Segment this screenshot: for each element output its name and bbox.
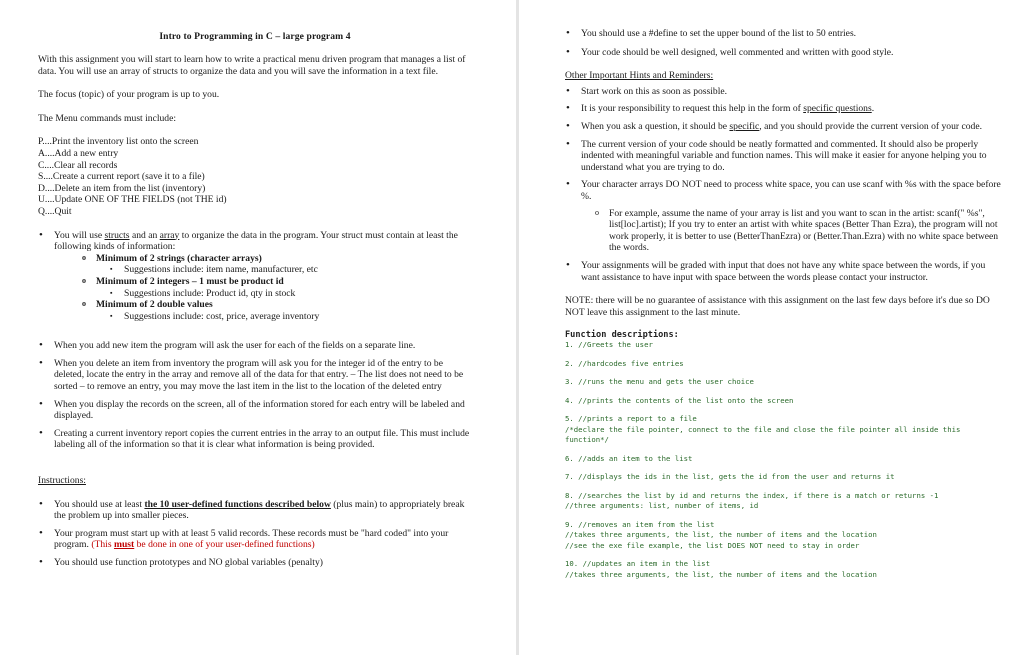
function-note: /*declare the file pointer, connect to the file and close the file pointer all inside this function*/	[565, 424, 961, 445]
right-page	[521, 0, 1024, 655]
struct-requirement: o Minimum of 2 integers – 1 must be product id ▪ Suggestions include: Product id, qty in stock	[82, 276, 472, 299]
note-paragraph: NOTE: there will be no guarantee of assistance with this assignment on the last few days before it's due so DO NOT leave this assignment to the last minute.	[565, 295, 990, 318]
function-comment: 6. //adds an item to the list	[565, 453, 693, 463]
hint-bullet: • Your character arrays DO NOT need to process white space, you can use scanf with %s with the space before %. o For example, assume the name of your array is list and you want to scan in the artist: scanf(" %s", list[loc].artist); If you try to enter an artist with white spaces (Better Than Ezra), the program will not work properly, it is better to use (BetterThanEzra) or (Better.Than.Ezra) with no white space between the words.	[565, 179, 1002, 254]
function-description	[565, 472, 1002, 483]
hint-bullet: • When you ask a question, it should be specific, and you should provide the current version of your code.	[565, 121, 1002, 133]
instruction-bullet: • Your program must start up with at least 5 valid records. These records must be "hard coded" into your program. (This must be done in one of your user-defined functions)	[38, 528, 472, 551]
document-title: Intro to Programming in C – large program 4	[159, 31, 351, 42]
function-comment: 10. //updates an item in the list	[565, 559, 710, 569]
intro-paragraph: With this assignment you will start to learn how to write a practical menu driven program that manages a list of data. You will use an array of structs to organize the data and you will save the information in a text file.	[38, 54, 466, 77]
function-description	[565, 559, 1002, 580]
menu-heading: The Menu commands must include:	[38, 112, 177, 124]
function-comment: 2. //hardcodes five entries	[565, 358, 684, 368]
behavior-bullet: • When you delete an item from inventory the program will ask you for the integer id of the entry to be deleted, locate the entry in the array and remove all of the data for that entry. – The list does not need to be sorted – to remove an entry, you may move the last item in the list to the location of the deleted entry	[38, 358, 472, 393]
function-description	[565, 454, 1002, 465]
function-note: //takes three arguments, the list, the number of items and the location	[565, 569, 877, 579]
menu-command-list	[38, 136, 472, 217]
requirement-bullet: • You should use a #define to set the upper bound of the list to 50 entries.	[565, 28, 1002, 40]
page-divider	[516, 0, 519, 655]
function-comment: 7. //displays the ids in the list, gets the id from the user and returns it	[565, 472, 895, 482]
function-comment: 9. //removes an item from the list	[565, 519, 715, 529]
function-description	[565, 520, 1002, 552]
function-note: //see the exe file example, the list DOES NOT need to stay in order	[565, 540, 860, 550]
function-comment: 4. //prints the contents of the list onto the screen	[565, 395, 794, 405]
menu-command: Q....Quit	[38, 205, 72, 217]
suggestion: ▪ Suggestions include: cost, price, average inventory	[110, 311, 472, 323]
hint-example: o For example, assume the name of your array is list and you want to scan in the artist: scanf(" %s", list[loc].artist); If you try to enter an artist with white spaces (Better Than Ezra), the program will not work properly, it is better to use (BetterThanEzra) or (Better.Than.Ezra) with no white space between the words.	[595, 208, 1002, 254]
menu-command: C....Clear all records	[38, 159, 118, 171]
struct-bullet: • You will use structs and an array to organize the data in the program. Your struct must contain at least the following kinds of information: o Minimum of 2 strings (character arrays) ▪ Suggestions include: item name, manufacturer, etc o Minimum of 2 integers – 1 must be product id ▪ Suggestions include: Product id, qty in stock o Minimum of 2 double values ▪ Suggestions include: cost, price, average inventory	[38, 230, 472, 323]
function-note: //takes three arguments, the list, the number of items and the location	[565, 530, 877, 540]
struct-requirement: o Minimum of 2 strings (character arrays) ▪ Suggestions include: item name, manufacturer, etc	[82, 253, 472, 276]
suggestion: ▪ Suggestions include: Product id, qty in stock	[110, 288, 472, 300]
function-description	[565, 414, 1002, 446]
instruction-bullet: • You should use function prototypes and NO global variables (penalty)	[38, 557, 472, 569]
instruction-bullet: • You should use at least the 10 user-defined functions described below (plus main) to appropriately break the problem up into smaller pieces.	[38, 499, 472, 522]
function-description	[565, 340, 1002, 351]
hints-heading: Other Important Hints and Reminders:	[565, 70, 714, 82]
behavior-bullet: • When you add new item the program will ask the user for each of the fields on a separate line.	[38, 340, 472, 352]
function-comment: 1. //Greets the user	[565, 340, 653, 350]
hint-bullet: • Your assignments will be graded with input that does not have any white space between the words, if you want assistance to have input with space between the words please contact your instructor.	[565, 260, 1002, 283]
menu-command: U....Update ONE OF THE FIELDS (not THE id)	[38, 194, 227, 206]
function-description	[565, 377, 1002, 388]
menu-command: D....Delete an item from the list (inventory)	[38, 182, 206, 194]
function-comment: 8. //searches the list by id and returns the index, if there is a match or returns -1	[565, 490, 939, 500]
function-description	[565, 491, 1002, 512]
requirement-bullet: • Your code should be well designed, well commented and written with good style.	[565, 47, 1002, 59]
function-description	[565, 396, 1002, 407]
focus-paragraph: The focus (topic) of your program is up to you.	[38, 89, 220, 101]
behavior-bullet: • Creating a current inventory report copies the current entries in the array to an output file. This must include labeling all of the information so that it is clear what information is being provided.	[38, 428, 472, 451]
menu-command: S....Create a current report (save it to a file)	[38, 171, 205, 183]
hint-bullet: • The current version of your code should be neatly formatted and commented. It should also be properly indented with meaningful variable and function names. This will make it easier for anyone helping you to understand what you are trying to do.	[565, 139, 1002, 174]
function-description	[565, 359, 1002, 370]
struct-requirement: o Minimum of 2 double values ▪ Suggestions include: cost, price, average inventory	[82, 299, 472, 322]
hint-bullet: • It is your responsibility to request this help in the form of specific questions.	[565, 103, 1002, 115]
suggestion: ▪ Suggestions include: item name, manufacturer, etc	[110, 264, 472, 276]
functions-heading: Function descriptions:	[565, 330, 679, 341]
menu-command: A....Add a new entry	[38, 147, 119, 159]
function-note: //three arguments: list, number of items, id	[565, 501, 759, 511]
function-comment: 5. //prints a report to a file	[565, 414, 697, 424]
function-list	[565, 340, 1002, 580]
behavior-bullet: • When you display the records on the screen, all of the information stored for each entry will be labeled and displayed.	[38, 399, 472, 422]
instructions-heading: Instructions:	[38, 475, 86, 487]
hint-bullet: • Start work on this as soon as possible.	[565, 86, 1002, 98]
menu-command: P....Print the inventory list onto the screen	[38, 136, 199, 148]
function-comment: 3. //runs the menu and gets the user choice	[565, 377, 754, 387]
